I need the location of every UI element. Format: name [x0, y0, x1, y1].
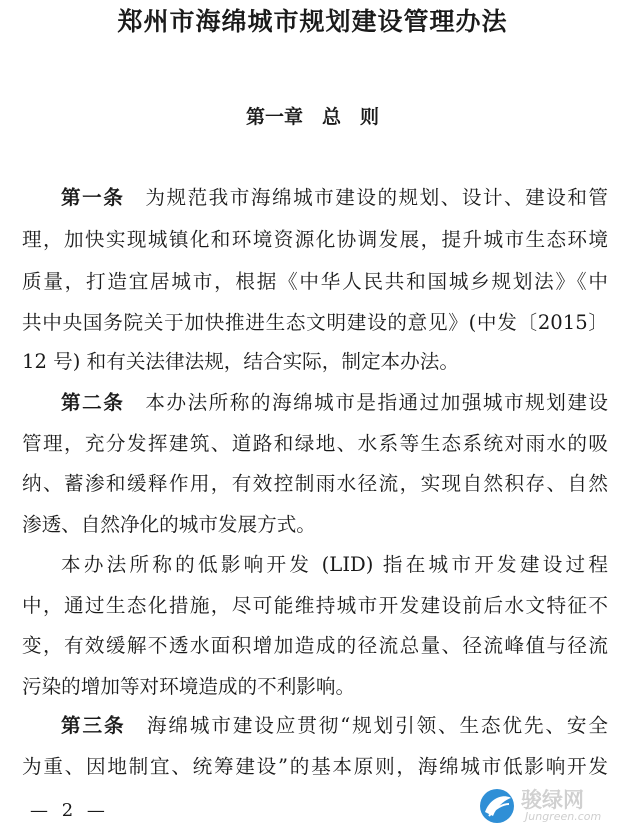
text-line [22, 588, 608, 624]
line-text: 管理，充分发挥建筑、道路和绿地、水系等生态系统对雨水的吸 [22, 432, 608, 455]
line-text: 变，有效缓解不透水面积增加造成的径流总量、径流峰值与径流 [22, 634, 608, 657]
text-line [22, 669, 608, 705]
text-line [22, 749, 608, 785]
watermark-name: 骏绿网 [521, 788, 584, 812]
line-text: 污染的增加等对环境造成的不利影响。 [22, 675, 356, 698]
text-line [22, 385, 608, 421]
leaf-logo-icon [475, 786, 519, 826]
line-text: 中，通过生态化措施，尽可能维持城市开发建设前后水文特征不 [22, 594, 608, 617]
text-line [22, 344, 608, 380]
line-text: 本办法所称的海绵城市是指通过加强城市规划建设 [124, 391, 608, 414]
text-line [22, 628, 608, 664]
line-text: 为规范我市海绵城市建设的规划、设计、建设和管 [124, 186, 608, 209]
line-text: 渗透、自然净化的城市发展方式。 [22, 513, 316, 536]
line-text: 纳、蓄渗和缓释作用，有效控制雨水径流，实现自然积存、自然 [22, 472, 608, 495]
page-number: — 2 — [30, 800, 109, 821]
text-line [22, 426, 608, 462]
line-text: 共中央国务院关于加快推进生态文明建设的意见》(中发〔2015〕 [22, 311, 608, 334]
line-text: 理，加快实现城镇化和环境资源化协调发展，提升城市生态环境 [22, 228, 608, 251]
document-title: 郑州市海绵城市规划建设管理办法 [117, 7, 508, 36]
text-line [22, 466, 608, 502]
line-text: 为重、因地制宜、统筹建设”的基本原则，海绵城市低影响开发 [22, 755, 608, 778]
text-line [22, 222, 608, 258]
text-line [22, 507, 608, 543]
line-text: 12 号) 和有关法律法规，结合实际，制定本办法。 [22, 350, 459, 373]
text-line [22, 180, 608, 216]
text-line [22, 264, 608, 300]
article-label: 第三条 [61, 714, 126, 737]
text-line [22, 305, 608, 341]
line-text: 本办法所称的低影响开发 (LID) 指在城市开发建设过程 [61, 553, 608, 576]
article-label: 第一条 [61, 186, 125, 209]
watermark [473, 784, 613, 828]
line-text: 海绵城市建设应贯彻“规划引领、生态优先、安全 [125, 714, 608, 737]
line-text: 质量，打造宜居城市，根据《中华人民共和国城乡规划法》《中 [22, 270, 608, 293]
article-label: 第二条 [61, 391, 125, 414]
text-line [22, 547, 608, 583]
text-line [22, 708, 608, 744]
chapter-heading: 第一章 总 则 [245, 106, 379, 128]
watermark-url: Jungreen.com [525, 810, 602, 823]
